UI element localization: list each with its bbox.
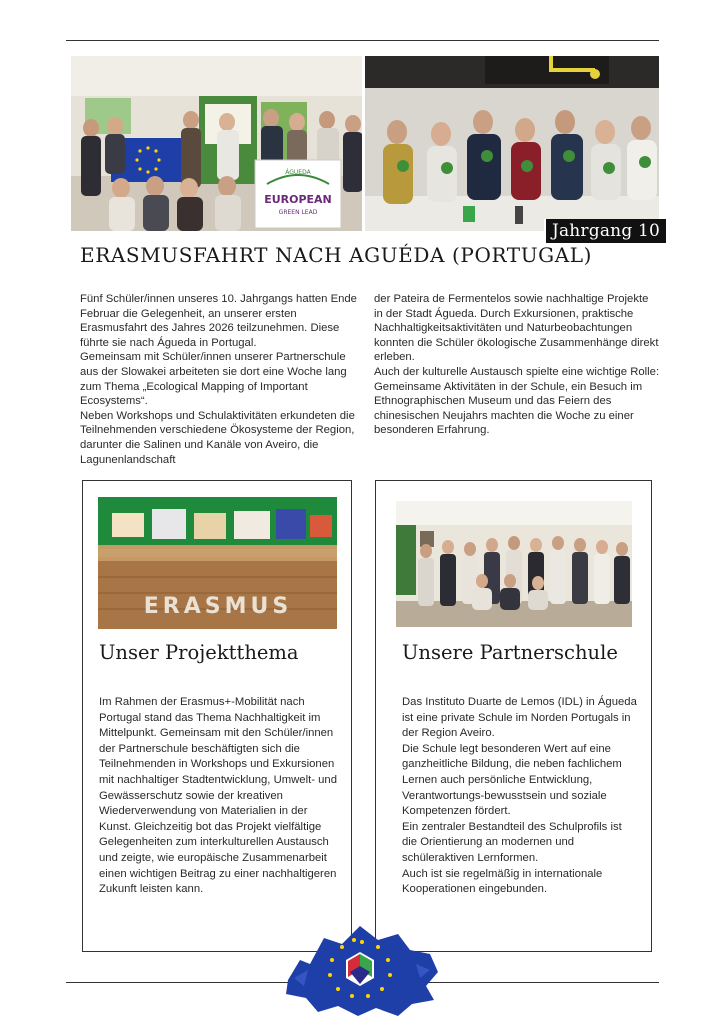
intro-column-right <box>374 292 660 438</box>
students-plants-photo <box>365 56 659 231</box>
erasmus-letters: ERASMUS <box>143 594 293 619</box>
card-body <box>402 695 638 898</box>
banner-sub-text: GREEN LEAD <box>278 209 318 216</box>
erasmus-logo <box>280 920 444 1018</box>
intro-column-left <box>80 292 362 467</box>
banner-small-text: ÁGUEDA <box>285 169 311 176</box>
partner-school-card <box>375 480 652 952</box>
intro-paragraph: Gemeinsam mit Schüler/innen unserer Partnerschule aus der Slowakei arbeiteten sie dort eine Woche lang zum Thema „Ecological Mapping of Important Ecosystems“. <box>80 351 347 408</box>
card-paragraph: Im Rahmen der Erasmus+-Mobilität nach Portugal stand das Thema Nachhaltigkeit im Mittelpunkt. Gemeinsam mit den Schüler/innen der Partnerschule beschäftigten sich die Teilnehmenden in Workshops und Exkursionen mit nachhaltiger Stadtentwicklung, Umwelt- und Gewässerschutz sowie der kreativen Wiederverwendung von Materialien in der Kunst. Gleichzeitig bot das Projekt vielfältige Gelegenheiten zum interkulturellen Austausch und zeigte, wie europäische Zusammenarbeit einen wichtigen Beitrag zu einer nachhaltigeren Zukunft leisten kann. <box>99 696 337 896</box>
intro-paragraph: Auch der kulturelle Austausch spielte eine wichtige Rolle: Gemeinsame Aktivitäten in der Schule, ein Besuch im Ethnographischen Museum und das Feiern des chinesischen Neujahrs machten die Woche zu einer besonderen Erfahrung. <box>374 365 660 437</box>
group-photo-flag <box>71 56 362 231</box>
article-headline: ERASMUSFAHRT NACH AGUÉDA (PORTUGAL) <box>80 243 593 267</box>
card-body <box>99 695 339 898</box>
intro-paragraph: der Pateira de Fermentelos sowie nachhaltige Projekte in der Stadt Águeda. Durch Exkursionen, praktische Nachhaltigkeitsaktivitäten und Naturbeobachtungen konnten die Schüler ökologische Zusammenhänge direkt erleben. <box>374 293 659 364</box>
card-paragraph: Das Instituto Duarte de Lemos (IDL) in Águeda ist eine private Schule im Norden Portugals in der Region Aveiro. <box>402 696 637 740</box>
card-title: Unser Projektthema <box>99 641 299 664</box>
grade-badge: Jahrgang 10 <box>544 219 666 243</box>
intro-paragraph: Fünf Schüler/innen unseres 10. Jahrgangs hatten Ende Februar die Gelegenheit, an unserer ersten Erasmusfahrt des Jahres 2026 teilzunehmen. Diese führte sie nach Águeda in Portugal. <box>80 293 357 349</box>
card-paragraph: Auch ist sie regelmäßig in internationale Kooperationen eingebunden. <box>402 867 603 896</box>
banner-main-text: EUROPEAN <box>264 193 332 206</box>
intro-paragraph: Neben Workshops und Schulaktivitäten erkundeten die Teilnehmenden verschiedene Ökosysteme der Region, darunter die Salinen und Kanäle von Aveiro, die Lagunenlandschaft <box>80 409 355 466</box>
card-paragraph: Ein zentraler Bestandteil des Schulprofils ist die Orientierung an modernen und schüleraktiven Lernformen. <box>402 820 622 864</box>
card-title: Unsere Partnerschule <box>402 641 618 664</box>
recycled-art-photo <box>98 497 337 629</box>
project-topic-card <box>82 480 352 952</box>
top-rule <box>66 40 659 41</box>
partner-group-photo <box>396 501 632 627</box>
card-paragraph: Die Schule legt besonderen Wert auf eine ganzheitliche Bildung, die neben fachlichem Lernen auch persönliche Entwicklung, Verantwortungs-bewusstsein und soziale Kompetenzen fördert. <box>402 742 622 818</box>
